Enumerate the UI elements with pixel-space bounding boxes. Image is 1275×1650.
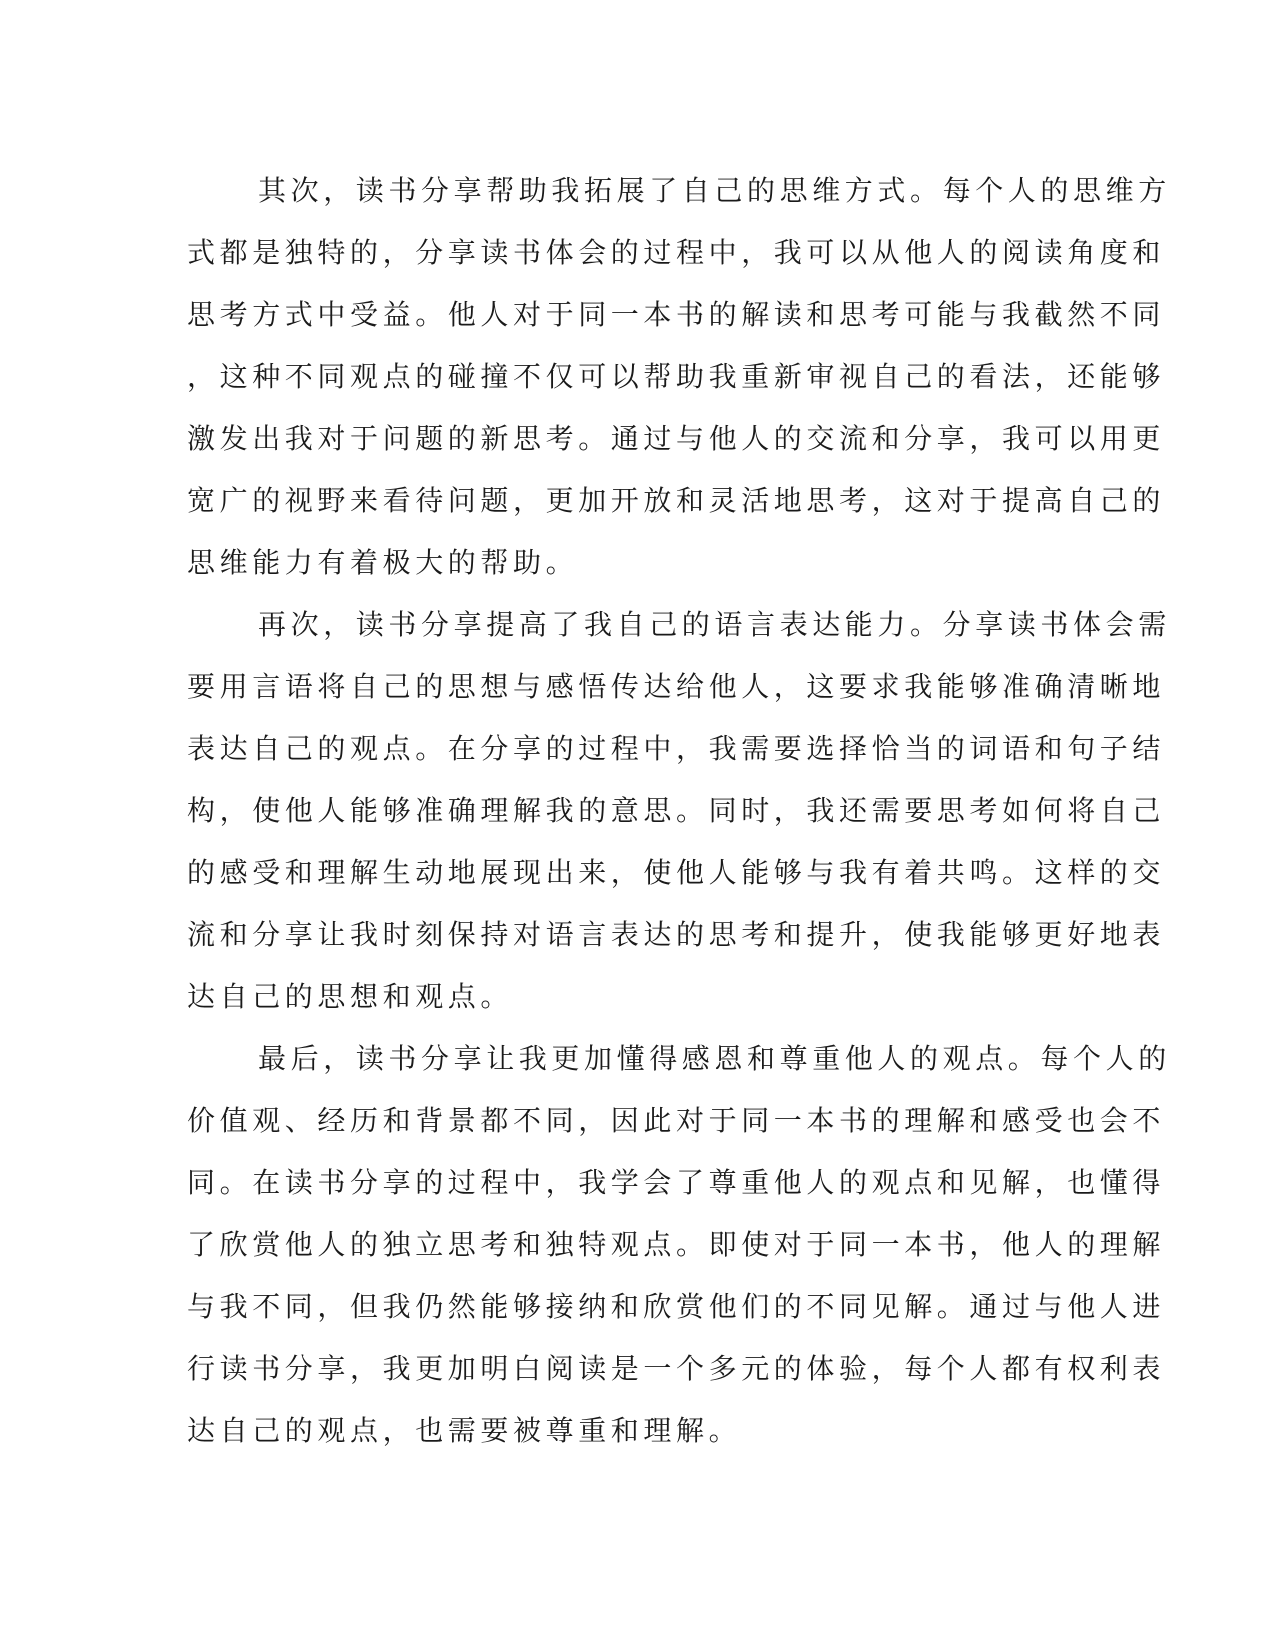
text-line: 再次，读书分享提高了我自己的语言表达能力。分享读书体会需: [258, 608, 1171, 641]
text-line: 式都是独特的，分享读书体会的过程中，我可以从他人的阅读角度和: [187, 236, 1166, 269]
text-line: 其次，读书分享帮助我拓展了自己的思维方式。每个人的思维方: [258, 174, 1171, 207]
text-line: 要用言语将自己的思想与感悟传达给他人，这要求我能够准确清晰地: [187, 670, 1166, 703]
text-line: 宽广的视野来看待问题，更加开放和灵活地思考，这对于提高自己的: [187, 484, 1166, 517]
text-line: ，这种不同观点的碰撞不仅可以帮助我重新审视自己的看法，还能够: [187, 360, 1166, 393]
text-line: 流和分享让我时刻保持对语言表达的思考和提升，使我能够更好地表: [187, 918, 1166, 951]
paragraph-expression: [187, 594, 1171, 1028]
text-line: 构，使他人能够准确理解我的意思。同时，我还需要思考如何将自己: [187, 794, 1166, 827]
text-line: 同。在读书分享的过程中，我学会了尊重他人的观点和见解，也懂得: [187, 1166, 1166, 1199]
text-line: 与我不同，但我仍然能够接纳和欣赏他们的不同见解。通过与他人进: [187, 1290, 1166, 1323]
text-line: 的感受和理解生动地展现出来，使他人能够与我有着共鸣。这样的交: [187, 856, 1166, 889]
paragraph-thinking: [187, 160, 1171, 594]
text-line: 激发出我对于问题的新思考。通过与他人的交流和分享，我可以用更: [187, 422, 1166, 455]
document-body: [187, 160, 1171, 1462]
text-line: 行读书分享，我更加明白阅读是一个多元的体验，每个人都有权利表: [187, 1352, 1166, 1385]
text-line: 表达自己的观点。在分享的过程中，我需要选择恰当的词语和句子结: [187, 732, 1166, 765]
text-line: 最后，读书分享让我更加懂得感恩和尊重他人的观点。每个人的: [258, 1042, 1171, 1075]
text-line: 思考方式中受益。他人对于同一本书的解读和思考可能与我截然不同: [187, 298, 1166, 331]
text-line: 达自己的观点，也需要被尊重和理解。: [187, 1414, 742, 1447]
text-line: 思维能力有着极大的帮助。: [187, 546, 579, 579]
text-line: 价值观、经历和背景都不同，因此对于同一本书的理解和感受也会不: [187, 1104, 1166, 1137]
text-line: 达自己的思想和观点。: [187, 980, 514, 1013]
text-line: 了欣赏他人的独立思考和独特观点。即使对于同一本书，他人的理解: [187, 1228, 1166, 1261]
paragraph-respect: [187, 1028, 1171, 1462]
